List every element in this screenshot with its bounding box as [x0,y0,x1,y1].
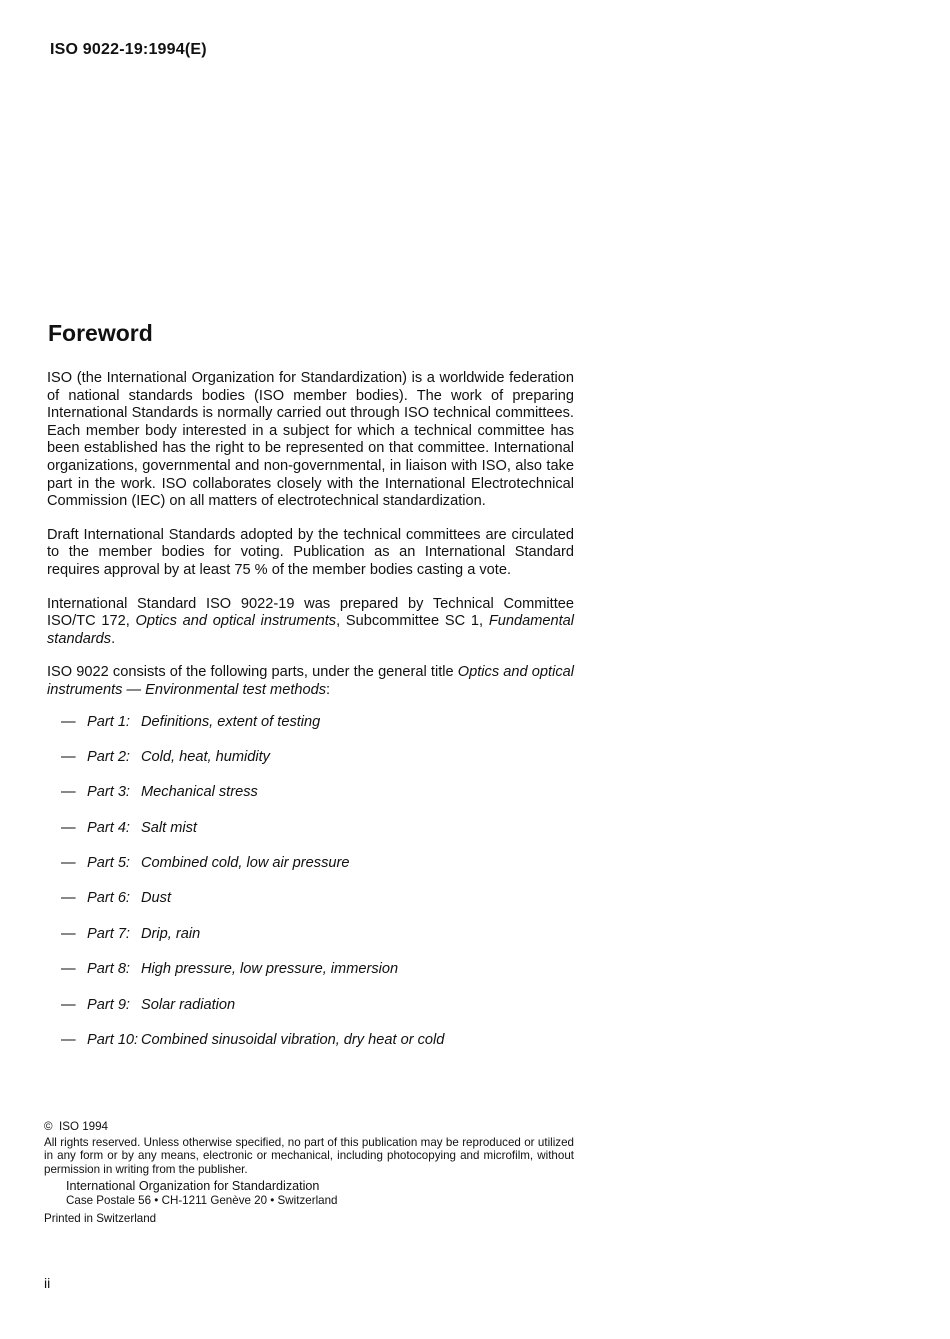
foreword-body [47,370,574,1067]
list-dash: — [61,890,76,907]
subcommittee-title: Fundamental standards [47,613,574,647]
list-dash: — [61,855,76,872]
part-label: Part 10: [87,1032,139,1049]
parts-list [47,714,574,1068]
part-title: Definitions, extent of testing [141,713,321,730]
part-label: Part 4: [87,819,130,836]
part-title: Drip, rain [141,925,201,942]
part-item [61,890,574,925]
part-label: Part 6: [87,890,130,907]
page-number: ii [44,1275,51,1291]
foreword-paragraph-2: Draft International Standards adopted by the technical committees are circulated to the member bodies for voting. Publication as an International Standard requires approval by at least 75 % of the member bodies casting a vote. [47,526,574,578]
part-label: Part 8: [87,961,130,978]
part-title: Solar radiation [141,996,236,1013]
copyright-line [44,1120,574,1134]
part-item [61,714,574,749]
list-dash: — [61,996,76,1013]
list-dash: — [61,748,76,765]
part-item [61,926,574,961]
list-dash: — [61,784,76,801]
foreword-paragraph-1: ISO (the International Organization for Standardization) is a worldwide federation of national standards bodies (ISO member bodies). The work of preparing International Standards is normally carried out through ISO technical committees. Each member body interested in a subject for which a technical committee has been established has the right to be represented on that committee. International organizations, governmental and non-governmental, in liaison with ISO, also take part in the work. ISO collaborates closely with the International Electrotechnical Commission (IEC) on all matters of electrotechnical standardization. [47,370,574,510]
foreword-paragraph-3 [47,596,574,649]
list-dash: — [61,925,76,942]
part-label: Part 2: [87,748,130,765]
printed-location: Printed in Switzerland [44,1211,157,1225]
part-item [61,855,574,890]
part-label: Part 1: [87,713,130,730]
para4-text-1: ISO 9022 consists of the following parts, under the general title [47,664,458,681]
list-dash: — [61,1032,76,1049]
copyright-text: ISO 1994 [59,1120,108,1133]
part-title: Combined sinusoidal vibration, dry heat or cold [141,1032,445,1049]
general-title: Optics and optical instruments — Environmental test methods [47,664,574,698]
part-title: Salt mist [141,819,197,836]
part-item [61,1032,574,1067]
para4-text-2: : [326,681,331,698]
part-title: Combined cold, low air pressure [141,855,350,872]
part-title: Dust [141,890,172,907]
part-title: Mechanical stress [141,784,258,801]
document-id: ISO 9022-19:1994(E) [50,41,207,58]
part-label: Part 5: [87,855,130,872]
part-item [61,749,574,784]
part-label: Part 9: [87,996,130,1013]
part-label: Part 7: [87,925,130,942]
part-item [61,997,574,1032]
copyright-block [44,1120,574,1225]
part-title: Cold, heat, humidity [141,748,270,765]
part-title: High pressure, low pressure, immersion [141,961,399,978]
part-item [61,820,574,855]
part-item [61,961,574,996]
committee-title: Optics and optical instruments [135,613,337,630]
para3-text-3: . [111,630,116,647]
para3-text-2: , Subcommittee SC 1, [336,613,489,630]
rights-notice: All rights reserved. Unless otherwise specified, no part of this publication may be reproduced or utilized in any form or by any means, electronic or mechanical, including photocopying and microfilm, without permission in writing from the publisher. [44,1135,574,1176]
list-dash: — [61,713,76,730]
copyright-icon: © [44,1120,53,1133]
foreword-paragraph-4 [47,664,574,699]
foreword-title: Foreword [48,320,153,346]
list-dash: — [61,819,76,836]
para3-text-1: International Standard ISO 9022-19 was prepared by Technical Committee ISO/TC 172, [47,595,574,630]
part-item [61,784,574,819]
publisher-address [44,1180,574,1207]
publisher-name: International Organization for Standardization [66,1179,320,1194]
list-dash: — [61,961,76,978]
publisher-location: Case Postale 56 • CH-1211 Genève 20 • Switzerland [66,1193,338,1207]
part-label: Part 3: [87,784,130,801]
